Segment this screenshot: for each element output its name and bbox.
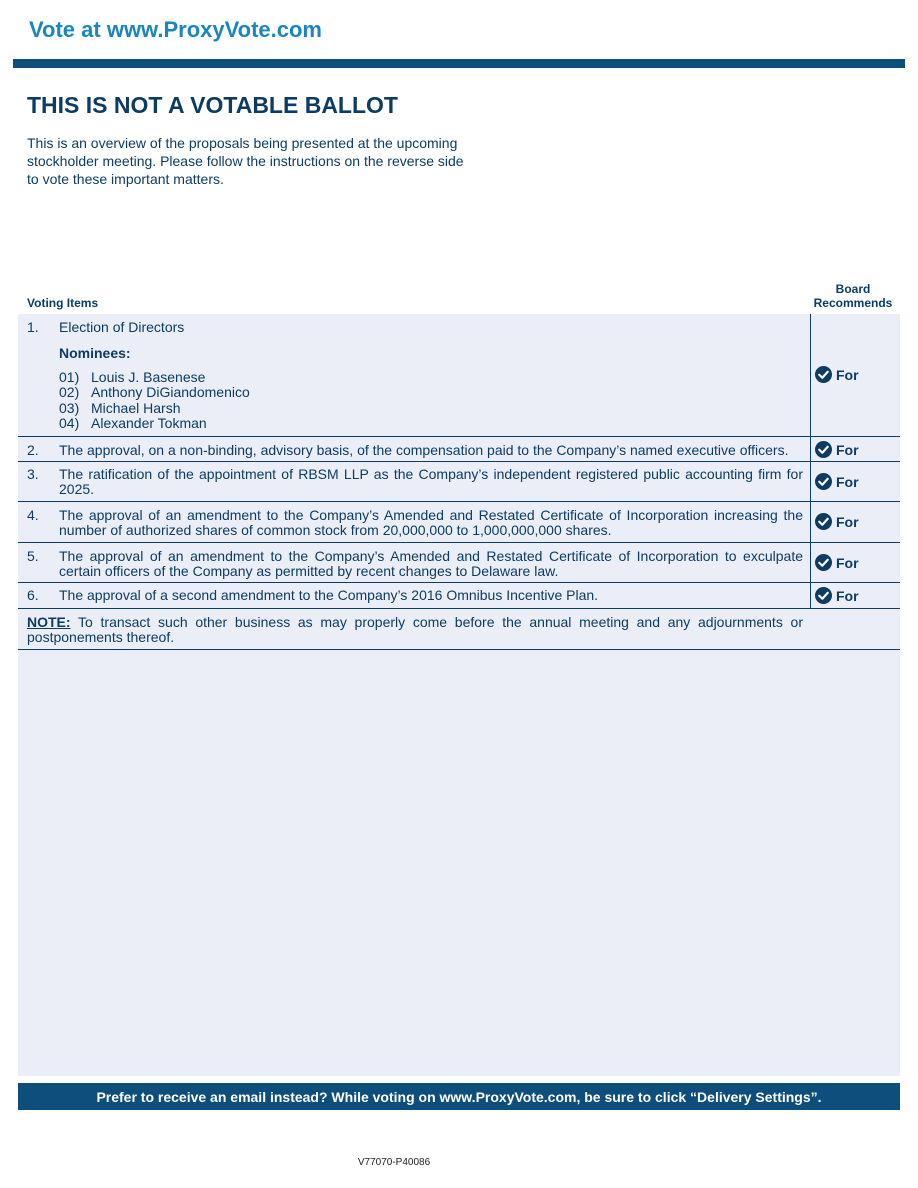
item-number: 5.: [27, 548, 39, 564]
intro-text: This is an overview of the proposals being presented at the upcoming stockholder meeting. Please follow the instructions on the reverse side to vote these important matters.: [27, 135, 464, 187]
board-recommendation-cell: [810, 583, 900, 608]
voting-item-row: [18, 462, 900, 502]
recommendation-label: For: [836, 513, 859, 530]
item-text: The approval of a second amendment to the Company’s 2016 Omnibus Incentive Plan.: [59, 587, 599, 603]
email-delivery-banner: [18, 1083, 900, 1110]
nominee-number: 02): [59, 384, 80, 401]
recommendation-label: For: [836, 473, 859, 490]
email-delivery-text: Prefer to receive an email instead? While voting on www.ProxyVote.com, be sure to click “Delivery Settings”.: [96, 1088, 822, 1105]
nominee-item: [59, 385, 250, 400]
nominee-item: [59, 370, 250, 385]
nominee-item: [59, 401, 250, 416]
voting-item-row: [18, 314, 900, 437]
check-circle-icon: [815, 587, 832, 604]
item-text: The approval of an amendment to the Company’s Amended and Restated Certificate of Incorporation to exculpate certain officers of the Company as permitted by recent changes to Delaware law.: [59, 548, 803, 579]
board-recommendation-cell: [810, 502, 900, 542]
check-circle-icon: [815, 441, 832, 458]
nominee-name: Alexander Tokman: [91, 414, 207, 431]
nominee-number: 03): [59, 399, 80, 416]
nominee-name: Louis J. Basenese: [91, 369, 206, 385]
check-circle-icon: [815, 513, 832, 530]
voting-item-row: [18, 437, 900, 462]
recommendation-label: For: [836, 554, 859, 571]
header-divider-bar: [13, 59, 905, 68]
recommendation-label: For: [836, 366, 859, 383]
voting-item-row: [18, 502, 900, 543]
board-recommendation-cell: [810, 462, 900, 501]
recommendation-label: For: [836, 587, 859, 604]
nominee-item: [59, 416, 250, 431]
header-link-title[interactable]: Vote at www.ProxyVote.com: [29, 17, 322, 42]
item-number: 2.: [27, 442, 39, 458]
voting-item-row: [18, 583, 900, 609]
board-recommendation-cell: [810, 437, 900, 461]
item-text: The ratification of the appointment of RBSM LLP as the Company’s independent registered public accounting firm for 2025.: [59, 466, 803, 497]
board-recommendation-cell: [810, 314, 900, 436]
item-number: 4.: [27, 507, 39, 523]
item-text: Election of Directors: [59, 319, 185, 335]
note-row: [18, 609, 900, 650]
voting-item-row: [18, 543, 900, 583]
note-text: [27, 615, 803, 645]
nominee-number: 01): [59, 369, 80, 385]
nominees-label: Nominees:: [59, 345, 131, 361]
nominee-number: 04): [59, 414, 80, 431]
recommendation-label: For: [836, 441, 859, 458]
nominee-list: [59, 370, 250, 431]
check-circle-icon: [815, 554, 832, 571]
check-circle-icon: [815, 366, 832, 383]
document-code: V77070-P40086: [357, 1157, 431, 1168]
board-recommends-header: Board Recommends: [813, 282, 893, 310]
voting-items-header: Voting Items: [27, 296, 99, 310]
item-number: 1.: [27, 319, 39, 335]
note-label: NOTE:: [27, 614, 71, 630]
item-text: The approval of an amendment to the Company’s Amended and Restated Certificate of Incorporation increasing the number of authorized shares of common stock from 20,000,000 to 1,000,000,000 shares.: [59, 507, 803, 538]
nominee-name: Anthony DiGiandomenico: [91, 384, 250, 401]
note-body: To transact such other business as may properly come before the annual meeting and any adjournments or postponements thereof.: [27, 614, 803, 645]
voting-items-table: [18, 314, 900, 1076]
item-text: The approval, on a non-binding, advisory basis, of the compensation paid to the Company’s named executive officers.: [59, 442, 789, 458]
nominee-name: Michael Harsh: [91, 399, 181, 416]
item-number: 6.: [27, 587, 39, 603]
check-circle-icon: [815, 473, 832, 490]
ballot-heading: THIS IS NOT A VOTABLE BALLOT: [27, 92, 398, 118]
item-number: 3.: [27, 466, 39, 482]
board-recommendation-cell: [810, 543, 900, 582]
